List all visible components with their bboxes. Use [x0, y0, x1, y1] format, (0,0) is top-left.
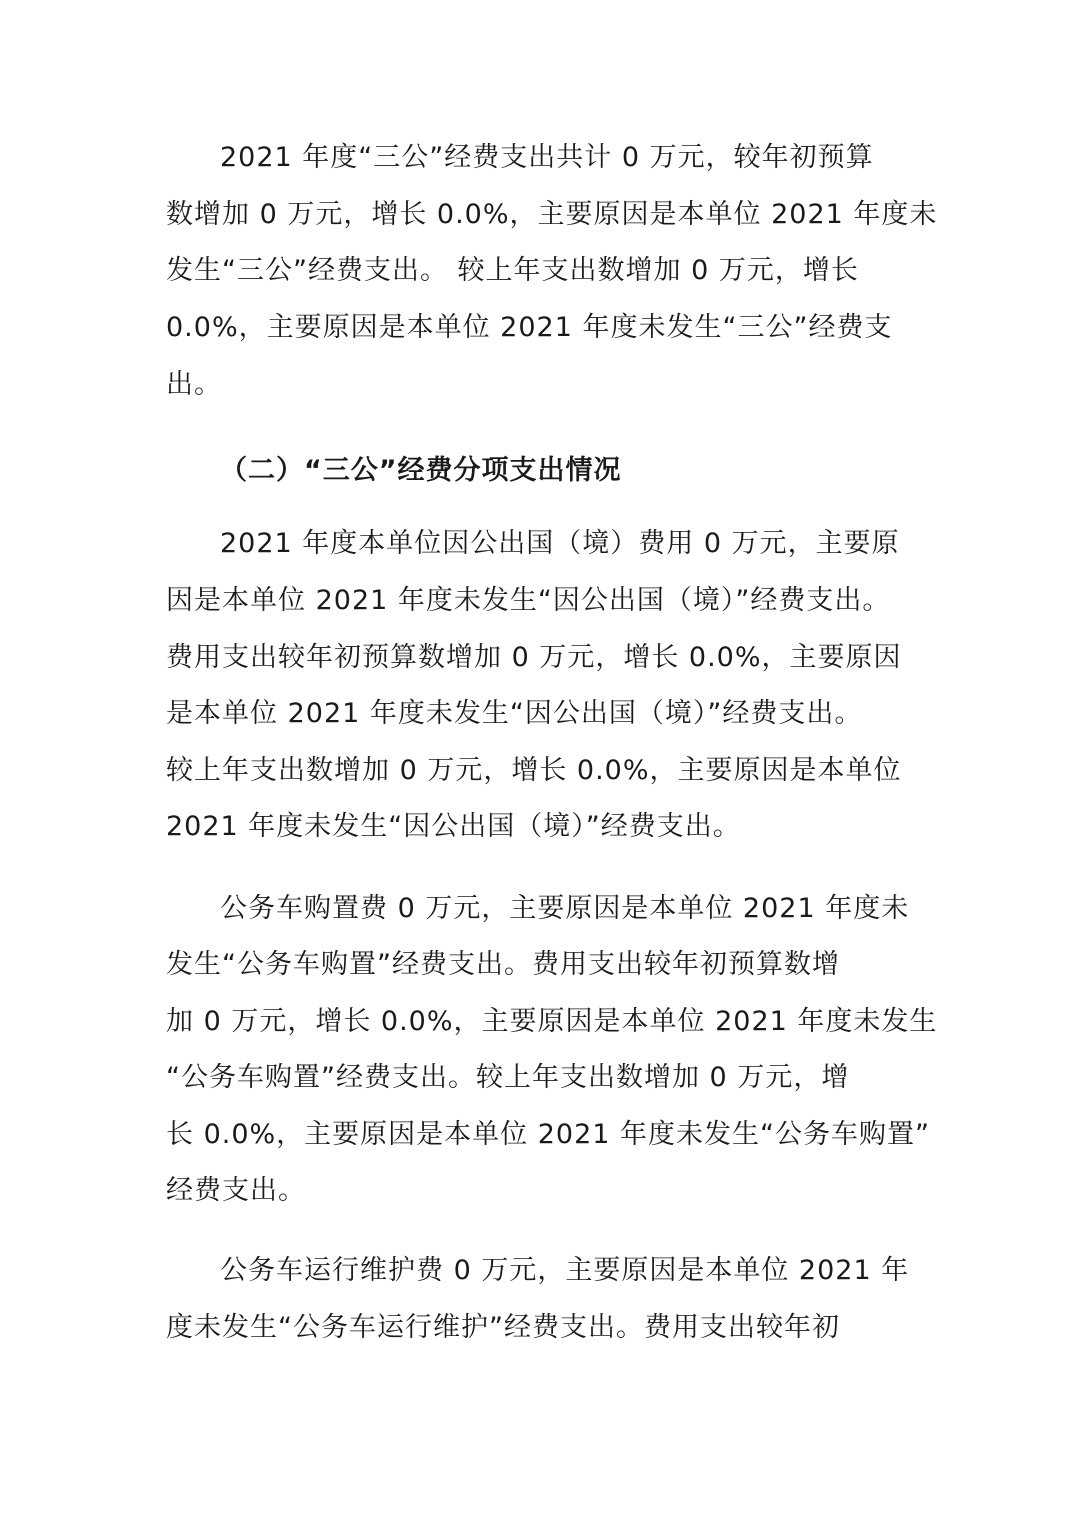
paragraph-1-line-5: 出。 — [166, 369, 222, 400]
paragraph-3-line-3: 加 0 万元，增长 0.0%，主要原因是本单位 2021 年度未发生 — [166, 1006, 938, 1037]
paragraph-2-line-1: 2021 年度本单位因公出国（境）费用 0 万元，主要原 — [220, 528, 900, 559]
paragraph-3-line-6: 经费支出。 — [166, 1175, 306, 1206]
paragraph-1-line-1: 2021 年度“三公”经费支出共计 0 万元，较年初预算 — [220, 142, 874, 173]
paragraph-2-line-3: 费用支出较年初预算数增加 0 万元，增长 0.0%，主要原因 — [166, 642, 902, 673]
paragraph-3-line-2: 发生“公务车购置”经费支出。费用支出较年初预算数增 — [166, 949, 840, 980]
paragraph-1-line-2: 数增加 0 万元，增长 0.0%，主要原因是本单位 2021 年度未 — [166, 199, 938, 230]
paragraph-1-line-3: 发生“三公”经费支出。 较上年支出数增加 0 万元，增长 — [166, 255, 859, 286]
paragraph-3-line-5: 长 0.0%，主要原因是本单位 2021 年度未发生“公务车购置” — [166, 1119, 931, 1150]
paragraph-3-line-1: 公务车购置费 0 万元，主要原因是本单位 2021 年度未 — [220, 893, 910, 924]
paragraph-4-line-2: 度未发生“公务车运行维护”经费支出。费用支出较年初 — [166, 1312, 840, 1343]
paragraph-2-line-2: 因是本单位 2021 年度未发生“因公出国（境）”经费支出。 — [166, 585, 891, 616]
paragraph-2-line-4: 是本单位 2021 年度未发生“因公出国（境）”经费支出。 — [166, 698, 863, 729]
paragraph-1-line-4: 0.0%，主要原因是本单位 2021 年度未发生“三公”经费支 — [166, 312, 893, 343]
paragraph-4-line-1: 公务车运行维护费 0 万元，主要原因是本单位 2021 年 — [220, 1255, 910, 1286]
section-heading: （二）“三公”经费分项支出情况 — [220, 455, 622, 486]
paragraph-2-line-6: 2021 年度未发生“因公出国（境）”经费支出。 — [166, 811, 741, 842]
paragraph-3-line-4: “公务车购置”经费支出。较上年支出数增加 0 万元，增 — [166, 1062, 850, 1093]
paragraph-2-line-5: 较上年支出数增加 0 万元，增长 0.0%，主要原因是本单位 — [166, 755, 902, 786]
